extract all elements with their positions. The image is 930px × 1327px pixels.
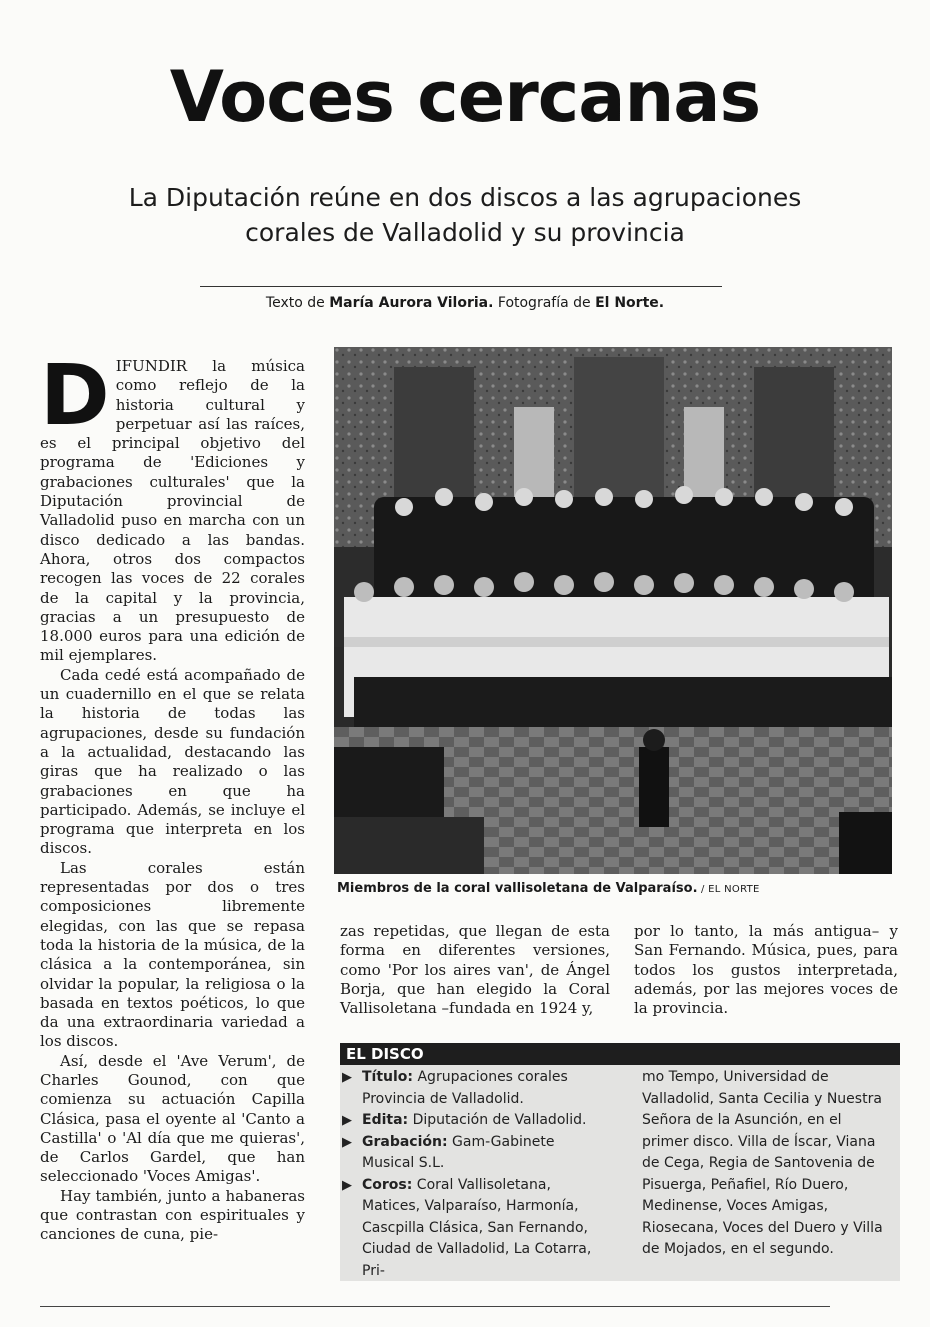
paragraph-1-text: IFUNDIR la música como reflejo de la historia cultural y perpetuar así las raíces, es el principal objetivo del programa de 'Ediciones y grabaciones culturales' que la Diputación provincial de Valladolid puso en marcha con un disco dedicado a las bandas. Ahora, otros dos compactos recogen las voces de 22 corales de la capital y la provincia, gracias a un presupuesto de 18.000 euros para una edición de mil ejemplares. — [40, 357, 305, 665]
byline-text-prefix: Texto de — [265, 295, 330, 311]
paragraph-4: Así, desde el 'Ave Verum', de Charles Gounod, con que comienza su actuación Capilla Clásica, pasa el oyente al 'Canto a Castilla' o 'Al día que me quieras', de Carlos Gardel, que han seleccionado 'Voces Amigas'. — [40, 1051, 305, 1186]
paragraph-7: por lo tanto, la más antigua– y San Fernando. Música, pues, para todos los gustos interpretada, además, por las mejores voces de la provincia. — [634, 922, 898, 1018]
entry-grabacion — [340, 1132, 598, 1175]
arrow-right-icon: ▶ — [342, 1134, 352, 1150]
choir-photo — [334, 347, 892, 874]
grabacion-value: Gam-Gabinete Musical S.L. — [362, 1133, 555, 1171]
paragraph-5: Hay también, junto a habaneras que contrastan con espirituales y canciones de cuna, pie- — [40, 1186, 305, 1244]
coros-continuation: mo Tempo, Universidad de Valladolid, Santa Cecilia y Nuestra Señora de la Asunción, en el primer disco. Villa de Íscar, Viana de Cega, Regia de Santovenia de Pisuerga, Peñafiel, Río Duero, Medinense, Voces Amigas, Riosecana, Voces del Duero y Villa de Mojados, en el segundo. — [642, 1069, 883, 1257]
headline: Voces cercanas — [169, 56, 761, 138]
bottom-rule — [40, 1306, 830, 1307]
entry-titulo — [340, 1067, 598, 1110]
paragraph-1 — [40, 346, 305, 666]
grabacion-label: Grabación: — [362, 1133, 448, 1150]
paragraph-2: Cada cedé está acompañado de un cuadernillo en el que se relata la historia de todas las agrupaciones, desde su fundación a la actualidad, destacando las giras que ha realizado o las grabaciones en que ha participado. Además, se incluye el programa que interpreta en los discos. — [40, 665, 305, 858]
top-rule — [200, 286, 722, 287]
disco-box-right-column — [642, 1067, 892, 1261]
subheadline — [60, 180, 870, 250]
article-column-1 — [40, 346, 305, 1245]
paragraph-6: zas repetidas, que llegan de esta forma en diferentes versiones, como 'Por los aires van', de Ángel Borja, que han elegido la Coral Vallisoletana –fundada en 1924 y, — [340, 922, 610, 1018]
coros-label: Coros: — [362, 1176, 413, 1193]
caption-text: Miembros de la coral vallisoletana de Valparaíso. — [337, 881, 698, 896]
drop-cap: D — [40, 346, 110, 444]
choir-photo-illustration — [334, 347, 892, 874]
titulo-label: Título: — [362, 1069, 414, 1085]
subhead-line-2: corales de Valladolid y su provincia — [245, 218, 685, 247]
byline-photo-prefix: Fotografía de — [493, 295, 596, 311]
byline-author: María Aurora Viloria. — [329, 295, 494, 311]
arrow-right-icon: ▶ — [342, 1177, 352, 1193]
disco-box-left-column — [340, 1067, 598, 1282]
arrow-right-icon: ▶ — [342, 1070, 352, 1085]
byline-photo-source: El Norte. — [595, 295, 665, 311]
article-column-2 — [340, 922, 610, 1018]
paragraph-3: Las corales están representadas por dos o tres composiciones libremente elegidas, con las que se repasa toda la historia de la música, de la clásica a la contemporánea, sin olvidar la popular, la religiosa o la basada en textos poéticos, lo que da una extraordinaria variedad a los discos. — [40, 858, 305, 1051]
coros-value: Coral Vallisoletana, Matices, Valparaíso, Harmonía, Cascpilla Clásica, San Fernando, Ciudad de Valladolid, La Cotarra, Pri- — [362, 1176, 592, 1279]
photo-caption — [337, 880, 897, 899]
photo-credit: / EL NORTE — [697, 884, 760, 895]
byline — [0, 293, 930, 313]
subhead-line-1: La Diputación reúne en dos discos a las agrupaciones — [128, 183, 802, 212]
edita-label: Edita: — [362, 1112, 409, 1128]
entry-edita — [340, 1110, 598, 1132]
disco-box-header: EL DISCO — [340, 1043, 900, 1065]
titulo-value: Agrupaciones corales Provincia de Valladolid. — [362, 1069, 568, 1107]
edita-value: Diputación de Valladolid. — [408, 1112, 587, 1128]
disco-info-box — [340, 1043, 900, 1281]
entry-coros — [340, 1175, 598, 1283]
arrow-right-icon: ▶ — [342, 1113, 352, 1128]
article-column-3 — [634, 922, 898, 1018]
